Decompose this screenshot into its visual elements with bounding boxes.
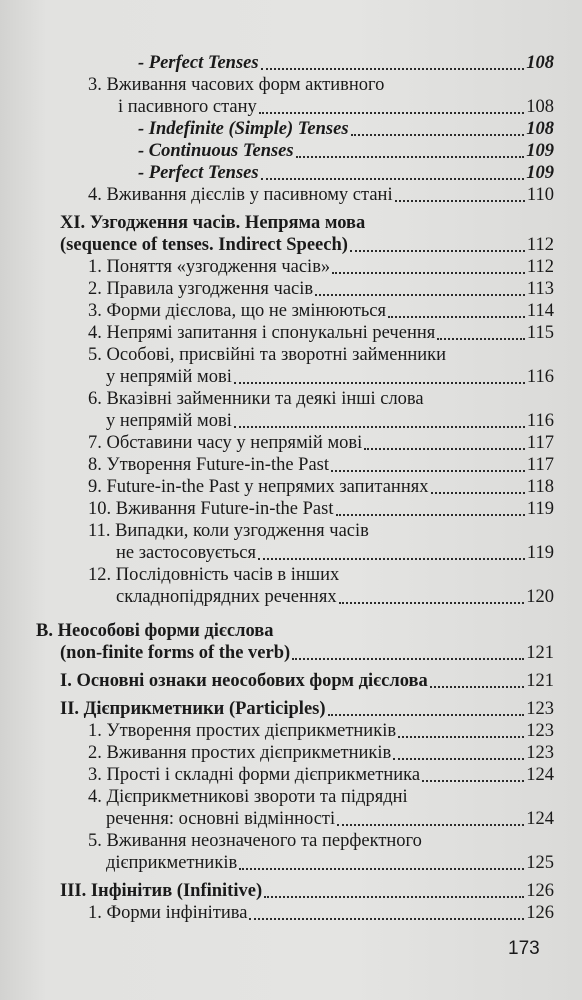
toc-entry-title: і пасивного стану xyxy=(118,97,257,117)
toc-entry-title: 4. Вживання дієслів у пасивному стані xyxy=(88,185,393,205)
toc-entry-title: - Perfect Tenses xyxy=(138,53,259,73)
dot-leader xyxy=(234,381,525,384)
toc-entry-title: дієприкметників xyxy=(106,853,238,873)
section-heading: XI. Узгодження часів. Непряма мова xyxy=(60,213,366,233)
dot-leader xyxy=(339,601,525,604)
toc-entry xyxy=(60,764,554,786)
dot-leader xyxy=(437,337,525,340)
toc-entry-title: 3. Форми дієслова, що не змінюються xyxy=(88,301,386,321)
dot-leader xyxy=(398,735,524,738)
toc-entry-page: 115 xyxy=(526,323,554,343)
toc-entry-page: 112 xyxy=(526,257,554,277)
toc-entry xyxy=(60,184,554,206)
dot-leader xyxy=(331,469,525,472)
toc-entry xyxy=(60,880,554,902)
toc-entry-title: 2. Вживання простих дієприкметників xyxy=(88,743,392,763)
toc-entry-page: 119 xyxy=(526,499,554,519)
toc-entry xyxy=(60,454,554,476)
dot-leader xyxy=(261,67,525,70)
toc-entry xyxy=(60,670,554,692)
toc-entry-title: 9. Future-in-the Past у непрямих запитаннях xyxy=(88,477,429,497)
toc-entry-page: 110 xyxy=(526,185,554,205)
toc-entry-page: 124 xyxy=(526,809,554,829)
toc-entry-title: 1. Утворення простих дієприкметників xyxy=(88,721,397,741)
dot-leader xyxy=(332,271,525,274)
toc-entry-title: у непрямій мові xyxy=(106,367,232,387)
toc-entry-title: 5. Вживання неозначеного та перфектного xyxy=(88,831,422,851)
toc-entry-title: 3. Вживання часових форм активного xyxy=(88,75,385,95)
dot-leader xyxy=(364,447,525,450)
dot-leader xyxy=(351,133,525,136)
toc-entry xyxy=(60,586,554,608)
toc-entry xyxy=(60,542,554,564)
toc-entry-title: не застосовується xyxy=(116,543,257,563)
toc-entry-title: (sequence of tenses. Indirect Speech) xyxy=(60,235,348,255)
toc-entry-title: складнопідрядних реченнях xyxy=(116,587,337,607)
page-number: 173 xyxy=(508,938,540,959)
toc-entry xyxy=(60,742,554,764)
toc-entry-title: 5. Особові, присвійні та зворотні займенники xyxy=(88,345,447,365)
toc-entry-title: - Perfect Tenses xyxy=(138,163,259,183)
toc-entry-page: 117 xyxy=(526,455,554,475)
toc-entry-page: 108 xyxy=(526,53,554,73)
table-of-contents xyxy=(36,52,554,924)
toc-entry-title: - Continuous Tenses xyxy=(138,141,294,161)
toc-entry-page: 126 xyxy=(526,903,554,923)
toc-entry xyxy=(60,140,554,162)
toc-entry-page: 126 xyxy=(526,881,554,901)
dot-leader xyxy=(422,779,524,782)
toc-entry-title: 11. Випадки, коли узгодження часів xyxy=(88,521,369,541)
dot-leader xyxy=(393,757,524,760)
dot-leader xyxy=(395,199,525,202)
toc-entry-title: III. Інфінітив (Infinitive) xyxy=(60,881,263,901)
toc-entry xyxy=(60,498,554,520)
toc-entry-title: II. Дієприкметники (Participles) xyxy=(60,699,326,719)
dot-leader xyxy=(261,177,525,180)
toc-entry xyxy=(60,808,554,830)
dot-leader xyxy=(234,425,525,428)
toc-entry xyxy=(60,902,554,924)
dot-leader xyxy=(430,685,524,688)
toc-entry-page: 124 xyxy=(526,765,554,785)
toc-entry-page: 125 xyxy=(526,853,554,873)
dot-leader xyxy=(337,823,524,826)
dot-leader xyxy=(336,513,525,516)
toc-entry-title: I. Основні ознаки неособових форм дієслова xyxy=(60,671,428,691)
toc-entry xyxy=(60,322,554,344)
toc-entry-page: 108 xyxy=(526,97,554,117)
toc-entry xyxy=(60,300,554,322)
toc-entry xyxy=(60,52,554,74)
toc-entry-page: 112 xyxy=(526,235,554,255)
dot-leader xyxy=(239,867,524,870)
dot-leader xyxy=(264,895,524,898)
toc-entry xyxy=(60,432,554,454)
toc-entry-title: 4. Дієприкметникові звороти та підрядні xyxy=(88,787,408,807)
dot-leader xyxy=(315,293,525,296)
toc-entry-page: 109 xyxy=(526,163,554,183)
toc-entry-page: 117 xyxy=(526,433,554,453)
toc-entry xyxy=(60,234,554,256)
toc-entry-title: 1. Форми інфінітива xyxy=(88,903,248,923)
toc-entry-page: 109 xyxy=(526,141,554,161)
toc-entry xyxy=(60,720,554,742)
toc-entry-title: 7. Обставини часу у непрямій мові xyxy=(88,433,363,453)
dot-leader xyxy=(249,917,524,920)
toc-entry-page: 116 xyxy=(526,411,554,431)
toc-entry xyxy=(60,698,554,720)
toc-entry xyxy=(60,852,554,874)
dot-leader xyxy=(296,155,525,158)
dot-leader xyxy=(328,713,525,716)
toc-entry-page: 119 xyxy=(526,543,554,563)
toc-entry-page: 121 xyxy=(526,671,554,691)
toc-entry-title: 10. Вживання Future-in-the Past xyxy=(88,499,334,519)
dot-leader xyxy=(258,557,525,560)
toc-entry-page: 120 xyxy=(526,587,554,607)
toc-entry-page: 121 xyxy=(526,643,554,663)
toc-entry xyxy=(60,162,554,184)
dot-leader xyxy=(292,657,524,660)
dot-leader xyxy=(431,491,525,494)
toc-entry-title: 2. Правила узгодження часів xyxy=(88,279,314,299)
toc-entry xyxy=(60,642,554,664)
toc-entry-title: (non-finite forms of the verb) xyxy=(60,643,291,663)
section-heading: В. Неособові форми дієслова xyxy=(36,621,274,641)
toc-entry-title: у непрямій мові xyxy=(106,411,232,431)
toc-entry xyxy=(60,256,554,278)
dot-leader xyxy=(388,315,525,318)
toc-entry-title: 4. Непрямі запитання і спонукальні речення xyxy=(88,323,436,343)
toc-entry xyxy=(60,366,554,388)
toc-entry xyxy=(60,118,554,140)
toc-entry-page: 123 xyxy=(526,743,554,763)
toc-entry xyxy=(60,476,554,498)
toc-entry-title: 12. Послідовність часів в інших xyxy=(88,565,340,585)
toc-entry-page: 108 xyxy=(526,119,554,139)
toc-entry-page: 116 xyxy=(526,367,554,387)
toc-entry xyxy=(60,96,554,118)
toc-entry-title: - Indefinite (Simple) Tenses xyxy=(138,119,349,139)
toc-entry-title: речення: основні відмінності xyxy=(106,809,336,829)
toc-entry-title: 8. Утворення Future-in-the Past xyxy=(88,455,330,475)
toc-entry-page: 113 xyxy=(526,279,554,299)
toc-entry xyxy=(60,278,554,300)
toc-entry-page: 123 xyxy=(526,699,554,719)
toc-entry xyxy=(60,410,554,432)
dot-leader xyxy=(350,249,525,252)
dot-leader xyxy=(259,111,524,114)
toc-entry-title: 1. Поняття «узгодження часів» xyxy=(88,257,331,277)
toc-entry-page: 114 xyxy=(526,301,554,321)
toc-entry-title: 6. Вказівні займенники та деякі інші слова xyxy=(88,389,424,409)
toc-entry-title: 3. Прості і складні форми дієприкметника xyxy=(88,765,421,785)
toc-entry-page: 118 xyxy=(526,477,554,497)
toc-entry-page: 123 xyxy=(526,721,554,741)
